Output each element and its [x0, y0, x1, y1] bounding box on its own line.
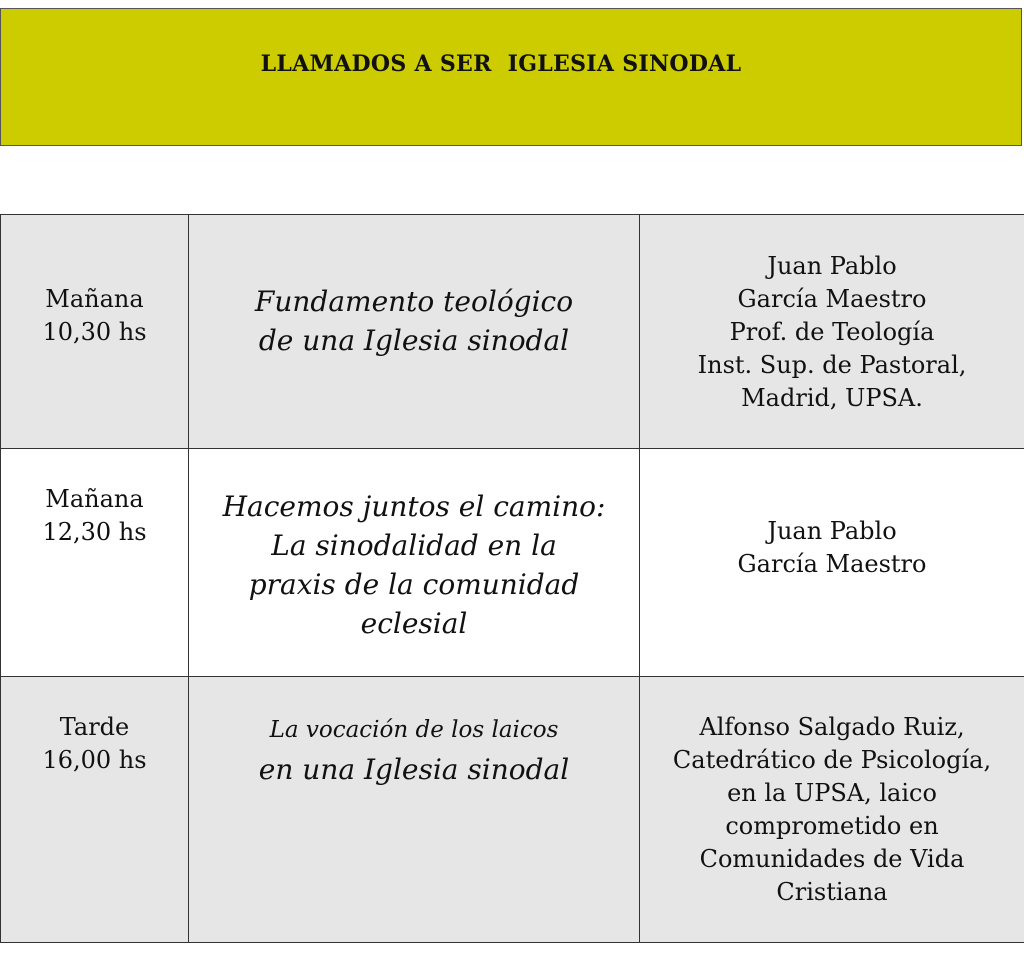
- time-cell: [1, 449, 189, 677]
- speaker-line: comprometido en: [725, 812, 939, 840]
- time-label: Mañana: [45, 285, 144, 313]
- speaker-line: Cristiana: [776, 878, 888, 906]
- time-cell: [1, 215, 189, 449]
- topic-line: La sinodalidad en la: [271, 529, 557, 562]
- topic-line: La vocación de los laicos: [269, 717, 559, 743]
- topic-line: Hacemos juntos el camino:: [222, 490, 606, 523]
- speaker-line: Juan Pablo: [767, 517, 897, 545]
- speaker-line: Catedrático de Psicología,: [672, 746, 992, 774]
- speaker-line: García Maestro: [737, 285, 927, 313]
- title-banner: [0, 8, 1022, 146]
- speaker-line: Madrid, UPSA.: [741, 384, 923, 412]
- speaker-line: Prof. de Teología: [729, 318, 935, 346]
- topic-cell: [189, 677, 640, 943]
- time-value: 10,30 hs: [42, 318, 147, 346]
- speaker-line: Juan Pablo: [767, 252, 897, 280]
- speaker-cell: [640, 449, 1024, 677]
- speaker-line: Inst. Sup. de Pastoral,: [697, 351, 967, 379]
- time-label: Mañana: [45, 485, 144, 513]
- time-cell: [1, 677, 189, 943]
- page-title: LLAMADOS A SER IGLESIA SINODAL: [260, 51, 742, 77]
- topic-line: praxis de la comunidad: [248, 568, 580, 601]
- speaker-line: en la UPSA, laico: [727, 779, 937, 807]
- table-row: [1, 677, 1024, 943]
- speaker-line: Alfonso Salgado Ruiz,: [699, 713, 965, 741]
- topic-line: Fundamento teológico: [254, 285, 574, 318]
- time-label: Tarde: [59, 713, 130, 741]
- topic-line: en una Iglesia sinodal: [258, 753, 570, 786]
- speaker-line: Comunidades de Vida: [699, 845, 965, 873]
- topic-line: de una Iglesia sinodal: [258, 324, 570, 357]
- table-row: [1, 215, 1024, 449]
- speaker-cell: [640, 215, 1024, 449]
- schedule-table: [0, 214, 1024, 943]
- topic-cell: [189, 215, 640, 449]
- table-row: [1, 449, 1024, 677]
- topic-cell: [189, 449, 640, 677]
- time-value: 16,00 hs: [42, 746, 147, 774]
- time-value: 12,30 hs: [42, 518, 147, 546]
- speaker-cell: [640, 677, 1024, 943]
- speaker-line: García Maestro: [737, 550, 927, 578]
- topic-line: eclesial: [360, 607, 468, 640]
